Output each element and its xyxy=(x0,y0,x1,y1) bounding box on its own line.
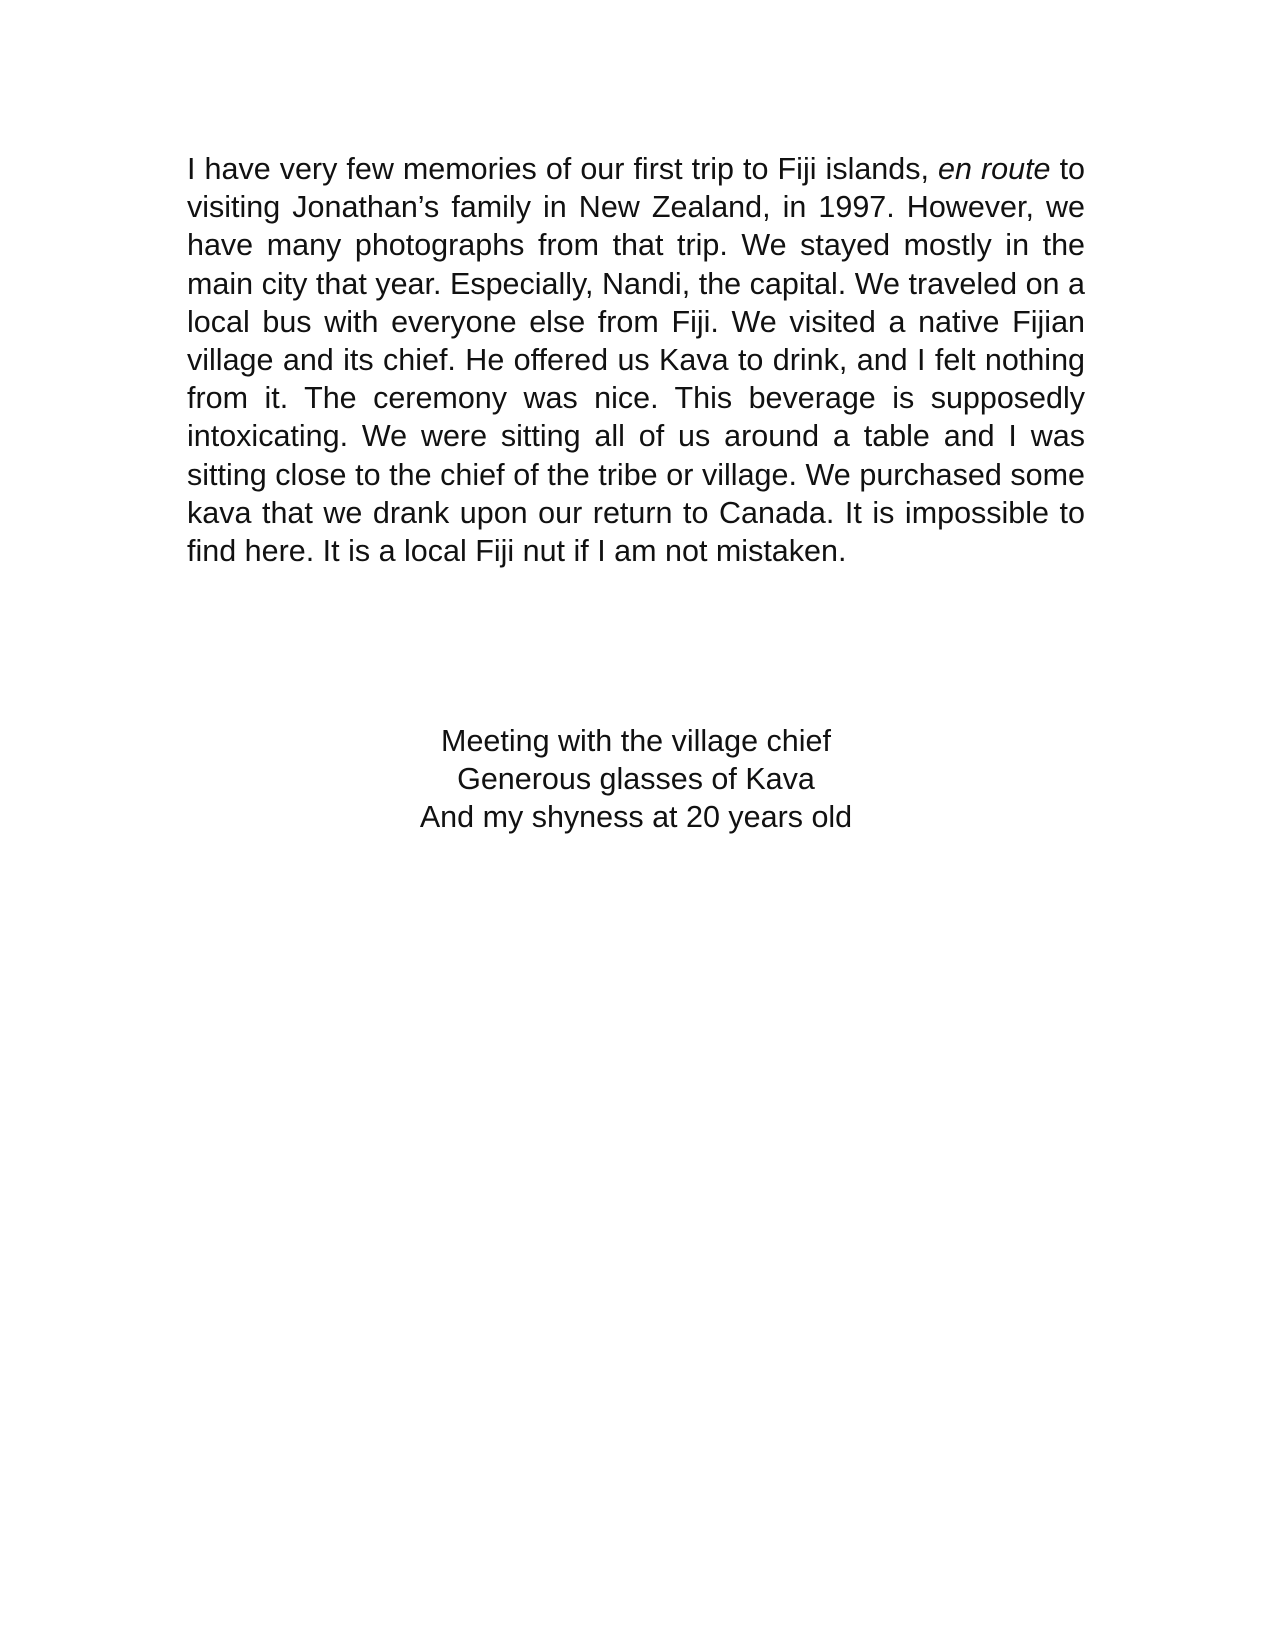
italic-phrase: en route xyxy=(938,152,1051,186)
poem-line: Meeting with the village chief xyxy=(441,724,831,758)
poem-line: And my shyness at 20 years old xyxy=(419,800,853,834)
paragraph-text-rest: to visiting Jonathan’s family in New Zealand, in 1997. However, we have many photographs from that trip. We stayed mostly in the main city that year. Especially, Nandi, the capital. We traveled on a local bus with everyone else from Fiji. We visited a native Fijian village and its chief. He offered us Kava to drink, and I felt nothing from it. The ceremony was nice. This beverage is supposedly intoxicating. We were sitting all of us around a table and I was sitting close to the chief of the tribe or village. We purchased some kava that we drank upon our return to Canada. It is impossible to find here. It is a local Fiji nut if I am not mistaken. xyxy=(187,152,1086,569)
poem xyxy=(187,722,1085,836)
poem-line: Generous glasses of Kava xyxy=(457,762,815,796)
body-paragraph xyxy=(187,150,1085,570)
paragraph-text-start: I have very few memories of our first trip to Fiji islands, xyxy=(187,152,939,186)
